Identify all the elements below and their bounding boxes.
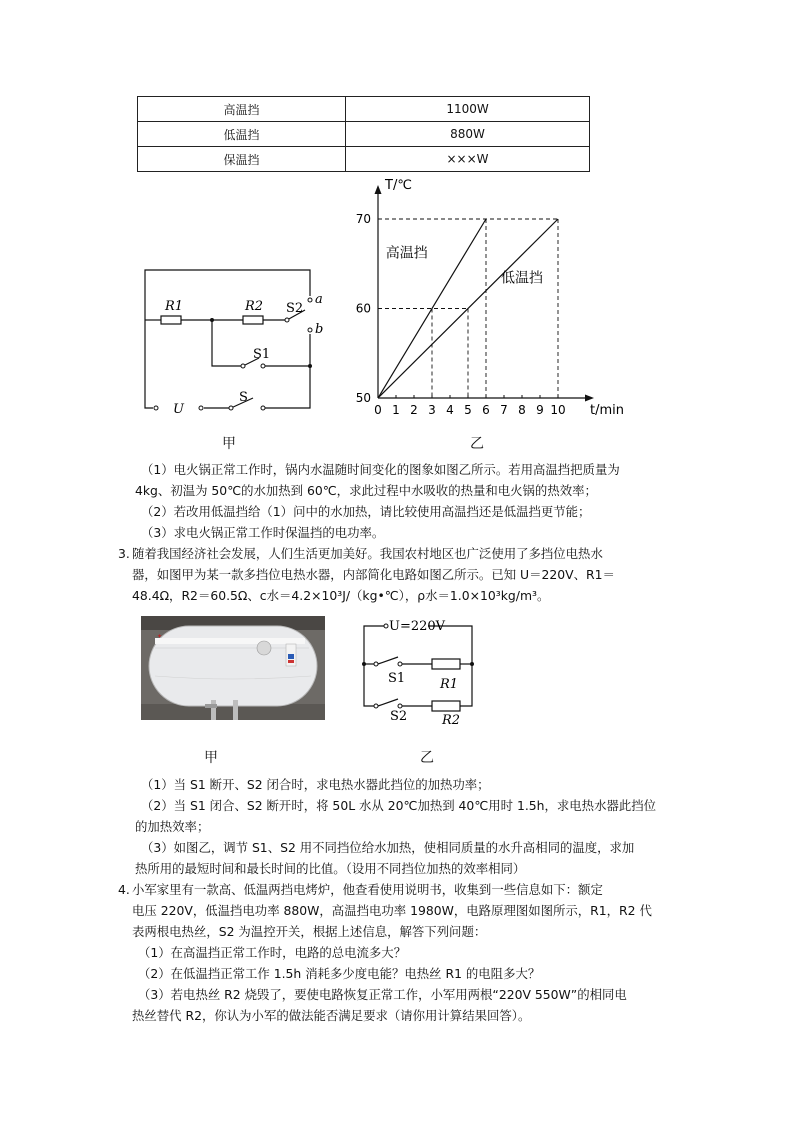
q3-intro-line2: 器，如图甲为某一款多挡位电热水器，内部简化电路如图乙所示。已知 U＝220V、R1＝ [132, 567, 615, 582]
r2-label: R2 [245, 299, 264, 314]
x-tick-label: 7 [500, 403, 508, 417]
y-tick-label: 60 [355, 301, 371, 316]
q4-part3-cont: 热丝替代 R2，你认为小军的做法能否满足要求（请你用计算结果回答）。 [132, 1008, 531, 1023]
power-spec-table [137, 96, 590, 172]
question-3-intro [118, 543, 683, 606]
caption-yi: 乙 [470, 436, 484, 452]
q3-u-label: U=220V [389, 619, 446, 634]
brand-logo: ✦ [157, 633, 163, 640]
s1-label: S1 [253, 347, 271, 362]
x-axis-label: t/min [590, 403, 624, 418]
low-temp-label: 低温挡 [501, 270, 543, 287]
power-cell: 880W [346, 122, 590, 147]
x-tick-label: 1 [392, 403, 400, 417]
circuit-diagram-jia [135, 262, 335, 422]
question-4 [118, 879, 683, 1026]
q3-part3: （3）如图乙，调节 S1、S2 用不同挡位给水加热，使相同质量的水升高相同的温度，求加 [141, 840, 635, 855]
table-row [138, 122, 590, 147]
q3-number: 3. [118, 546, 130, 561]
table-row [138, 147, 590, 172]
mode-cell: 保温挡 [138, 147, 346, 172]
q4-part2: （2）在低温挡正常工作 1.5h 消耗多少度电能？电热丝 R1 的电阻多大？ [138, 966, 541, 981]
circuit-diagram-q3 [350, 614, 490, 732]
knob-icon [257, 641, 271, 655]
mode-cell: 高温挡 [138, 97, 346, 122]
q4-number: 4. [118, 882, 130, 897]
q4-intro-line3: 表两根电热丝，S2 为温控开关，根据上述信息，解答下列问题： [132, 924, 487, 939]
q4-intro-line1: 小军家里有一款高、低温两挡电烤炉，他查看使用说明书，收集到一些信息如下：额定 [132, 882, 603, 897]
y-tick-label: 50 [355, 391, 371, 405]
q3-intro-line1: 随着我国经济社会发展，人们生活更加美好。我国农村地区也广泛使用了多挡位电热水 [132, 546, 603, 561]
table-row [138, 97, 590, 122]
power-cell: ×××W [346, 147, 590, 172]
water-heater-photo [141, 616, 325, 720]
q3-part2: （2）当 S1 闭合、S2 断开时，将 50L 水从 20℃加热到 40℃用时 1.5h，求电热水器此挡位 [141, 798, 657, 813]
y-tick-label: 70 [355, 212, 371, 226]
caption-jia: 甲 [222, 436, 236, 452]
power-cell: 1100W [346, 97, 590, 122]
a-label: a [315, 292, 323, 307]
q2-part1: （1）电火锅正常工作时，锅内水温随时间变化的图象如图乙所示。若用高温挡把质量为 [141, 462, 620, 477]
x-tick-label: 3 [428, 403, 436, 417]
temperature-time-chart [345, 172, 645, 422]
b-label: b [315, 322, 324, 337]
q3-s1-label: S1 [388, 671, 406, 686]
y-axis-arrow [375, 185, 382, 194]
q3-intro-line3: 48.4Ω，R2＝60.5Ω、c水＝4.2×10³J/（kg•℃），ρ水＝1.0×10³kg/m³。 [132, 588, 550, 603]
x-tick-label: 2 [410, 403, 418, 417]
q2-part2: （2）若改用低温挡给（1）问中的水加热，请比较使用高温挡还是低温挡更节能； [141, 504, 591, 519]
r1-label: R1 [165, 299, 184, 314]
q3-r2-label: R2 [442, 713, 461, 728]
x-tick-label: 10 [550, 403, 566, 417]
u-label: U [173, 402, 184, 417]
high-temp-label: 高温挡 [385, 245, 428, 262]
q2-part3: （3）求电火锅正常工作时保温挡的电功率。 [141, 525, 385, 540]
q4-intro-line2: 电压 220V，低温挡电功率 880W，高温挡电功率 1980W，电路原理图如图所示，R1，R2 代 [132, 903, 652, 918]
x-axis-arrow [585, 395, 594, 402]
x-tick-label: 9 [536, 403, 544, 417]
question-2-parts [135, 459, 680, 543]
q4-part1: （1）在高温挡正常工作时，电路的总电流多大？ [138, 945, 407, 960]
x-tick-label: 4 [446, 403, 454, 417]
s-label: S [239, 390, 248, 405]
q3-caption-jia: 甲 [204, 750, 218, 766]
q2-part1-cont: 4kg、初温为 50℃的水加热到 60℃，求此过程中水吸收的热量和电火锅的热效率； [135, 483, 597, 498]
question-3-parts [135, 774, 680, 879]
q3-part1: （1）当 S1 断开、S2 闭合时，求电热水器此挡位的加热功率； [141, 777, 490, 792]
q4-part3: （3）若电热丝 R2 烧毁了，要使电路恢复正常工作，小军用两根“220V 550W”的相同电 [138, 987, 627, 1002]
s2-label: S2 [286, 301, 304, 316]
x-tick-label: 6 [482, 403, 490, 417]
q3-part2-cont: 的加热效率； [135, 819, 210, 834]
q3-s2-label: S2 [390, 709, 408, 724]
mode-cell: 低温挡 [138, 122, 346, 147]
y-axis-label: T/℃ [385, 178, 412, 193]
x-tick-label: 0 [374, 403, 382, 417]
q3-caption-yi: 乙 [420, 750, 434, 766]
q3-part3-cont: 热所用的最短时间和最长时间的比值。（设用不同挡位加热的效率相同） [135, 861, 526, 876]
q3-r1-label: R1 [440, 677, 459, 692]
x-tick-label: 5 [464, 403, 472, 417]
x-tick-label: 8 [518, 403, 526, 417]
